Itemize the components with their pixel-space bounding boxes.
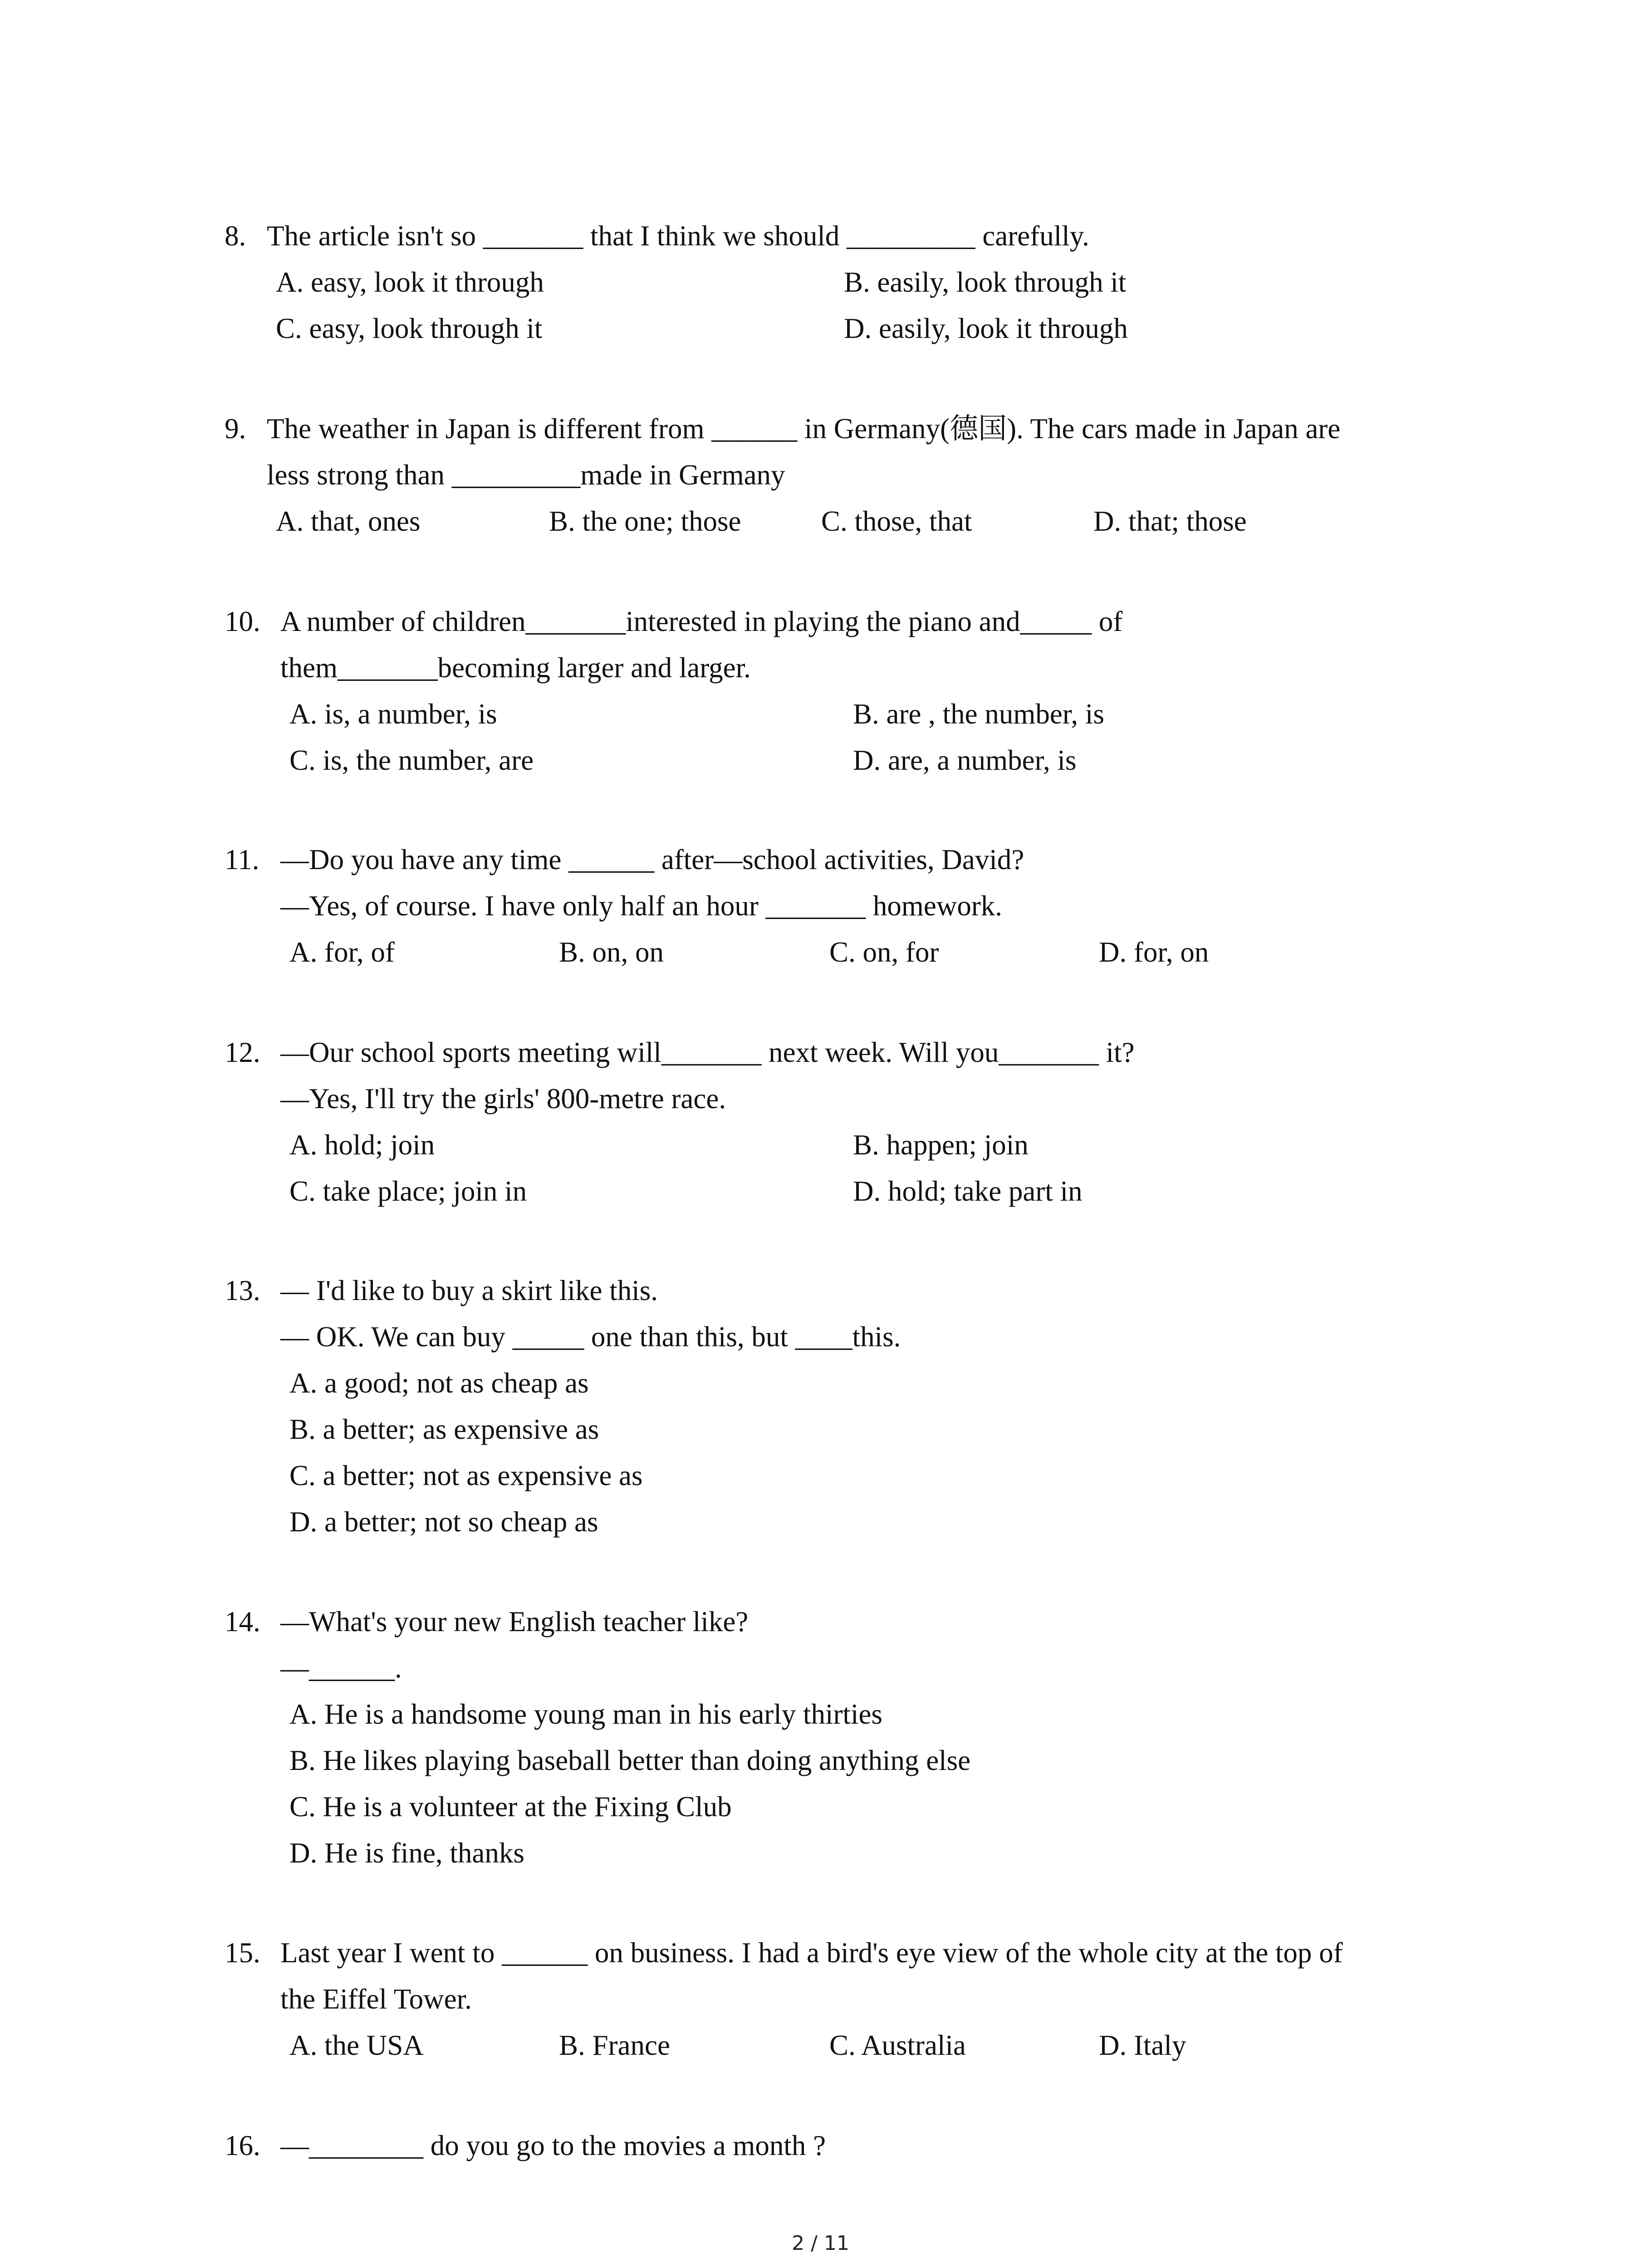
question-text: —Do you have any time ______ after—school activities, David? xyxy=(280,844,1024,875)
option-b: B. the one; those xyxy=(549,505,741,537)
option-c: C. easy, look through it xyxy=(276,313,543,344)
question-number: 11. xyxy=(225,844,260,875)
option-c: C. on, for xyxy=(829,936,939,968)
page-indicator: 2 / 11 xyxy=(792,2232,849,2255)
option-c: C. is, the number, are xyxy=(289,744,534,776)
question-number: 16. xyxy=(225,2130,260,2161)
question-number: 9. xyxy=(225,413,246,445)
option-b: B. are , the number, is xyxy=(853,698,1104,730)
option-d: D. He is fine, thanks xyxy=(289,1837,524,1869)
question-text-continued: —Yes, I'll try the girls' 800-metre race. xyxy=(280,1083,726,1114)
question-text-continued: them_______becoming larger and larger. xyxy=(280,652,751,684)
option-a: A. a good; not as cheap as xyxy=(289,1367,589,1399)
option-b: B. happen; join xyxy=(853,1129,1029,1161)
option-a: A. He is a handsome young man in his early thirties xyxy=(289,1698,883,1730)
question-text: —What's your new English teacher like? xyxy=(280,1606,749,1637)
option-a: A. easy, look it through xyxy=(276,266,544,298)
option-d: D. that; those xyxy=(1093,505,1247,537)
option-b: B. France xyxy=(559,2029,670,2061)
option-c: C. Australia xyxy=(829,2029,966,2061)
question-number: 8. xyxy=(225,220,246,252)
option-c: C. a better; not as expensive as xyxy=(289,1460,643,1491)
option-c: C. those, that xyxy=(821,505,972,537)
question-number: 10. xyxy=(225,606,260,637)
option-c: C. take place; join in xyxy=(289,1175,527,1207)
question-text: Last year I went to ______ on business. I had a bird's eye view of the whole city at the top of xyxy=(280,1937,1343,1969)
question-text-continued: —Yes, of course. I have only half an hour _______ homework. xyxy=(280,890,1003,922)
question-text-continued: less strong than _________made in Germany xyxy=(267,459,785,491)
option-a: A. hold; join xyxy=(289,1129,435,1161)
option-a: A. that, ones xyxy=(276,505,421,537)
question-text: The article isn't so _______ that I think we should _________ carefully. xyxy=(267,220,1089,252)
option-d: D. for, on xyxy=(1099,936,1209,968)
option-b: B. a better; as expensive as xyxy=(289,1413,599,1445)
question-number: 12. xyxy=(225,1036,260,1068)
option-d: D. are, a number, is xyxy=(853,744,1077,776)
option-d: D. easily, look it through xyxy=(844,313,1128,344)
option-b: B. on, on xyxy=(559,936,664,968)
option-b: B. He likes playing baseball better than doing anything else xyxy=(289,1745,971,1776)
question-number: 15. xyxy=(225,1937,260,1969)
option-d: D. Italy xyxy=(1099,2029,1186,2061)
option-a: A. is, a number, is xyxy=(289,698,497,730)
option-d: D. a better; not so cheap as xyxy=(289,1506,598,1538)
question-text: — I'd like to buy a skirt like this. xyxy=(280,1275,658,1306)
question-text: The weather in Japan is different from ______ in Germany(德国). The cars made in Japan are xyxy=(267,413,1341,445)
question-text-continued: the Eiffel Tower. xyxy=(280,1983,472,2015)
question-text: A number of children_______interested in playing the piano and_____ of xyxy=(280,606,1123,637)
option-b: B. easily, look through it xyxy=(844,266,1127,298)
question-text-continued: —______. xyxy=(280,1652,402,1684)
option-d: D. hold; take part in xyxy=(853,1175,1083,1207)
question-number: 13. xyxy=(225,1275,260,1306)
question-text: —Our school sports meeting will_______ next week. Will you_______ it? xyxy=(280,1036,1135,1068)
option-c: C. He is a volunteer at the Fixing Club xyxy=(289,1791,732,1823)
option-a: A. for, of xyxy=(289,936,395,968)
question-text: —________ do you go to the movies a month ? xyxy=(280,2130,826,2161)
question-text-continued: — OK. We can buy _____ one than this, but ____this. xyxy=(280,1321,901,1353)
option-a: A. the USA xyxy=(289,2029,424,2061)
question-number: 14. xyxy=(225,1606,260,1637)
